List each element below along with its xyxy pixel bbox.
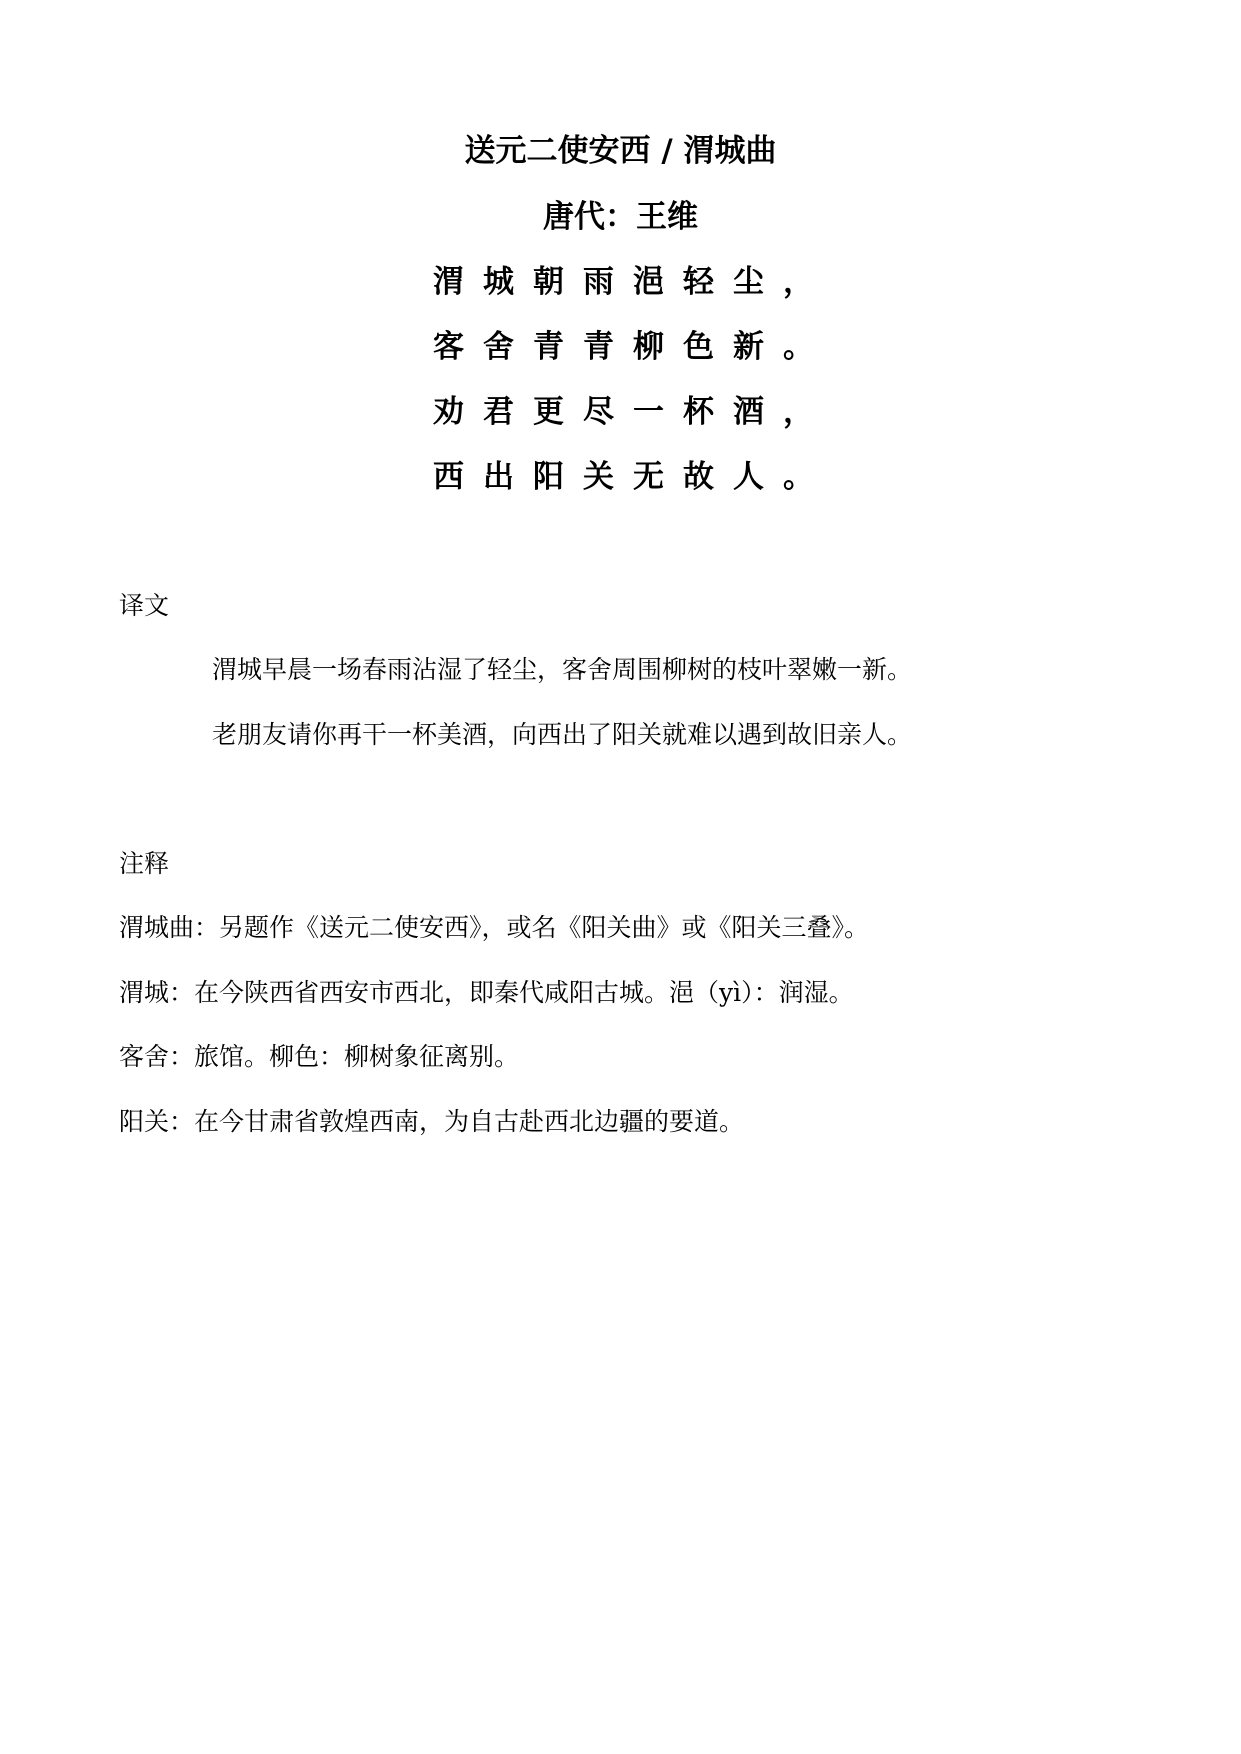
translation-paragraph: 渭城早晨一场春雨沾湿了轻尘，客舍周围柳树的枝叶翠嫩一新。 — [212, 655, 913, 684]
note-item: 渭城曲：另题作《送元二使安西》，或名《阳关曲》或《阳关三叠》。 — [119, 913, 870, 942]
note-item: 渭城：在今陕西省西安市西北，即秦代咸阳古城。浥（yì）：润湿。 — [119, 978, 854, 1007]
translation-paragraph: 老朋友请你再干一杯美酒，向西出了阳关就难以遇到故旧亲人。 — [212, 720, 913, 749]
poem-author: 唐代：王维 — [543, 199, 698, 235]
note-item: 客舍：旅馆。柳色：柳树象征离别。 — [119, 1042, 520, 1071]
note-item: 阳关：在今甘肃省敦煌西南，为自古赴西北边疆的要道。 — [119, 1107, 745, 1136]
poem-line: 渭城朝雨浥轻尘， — [433, 264, 833, 300]
poem-line: 客舍青青柳色新。 — [433, 329, 833, 365]
notes-heading: 注释 — [119, 849, 170, 878]
translation-heading: 译文 — [119, 591, 170, 620]
poem-line: 劝君更尽一杯酒， — [433, 394, 833, 430]
poem-line: 西出阳关无故人。 — [433, 459, 833, 495]
poem-title: 送元二使安西 / 渭城曲 — [464, 133, 777, 169]
